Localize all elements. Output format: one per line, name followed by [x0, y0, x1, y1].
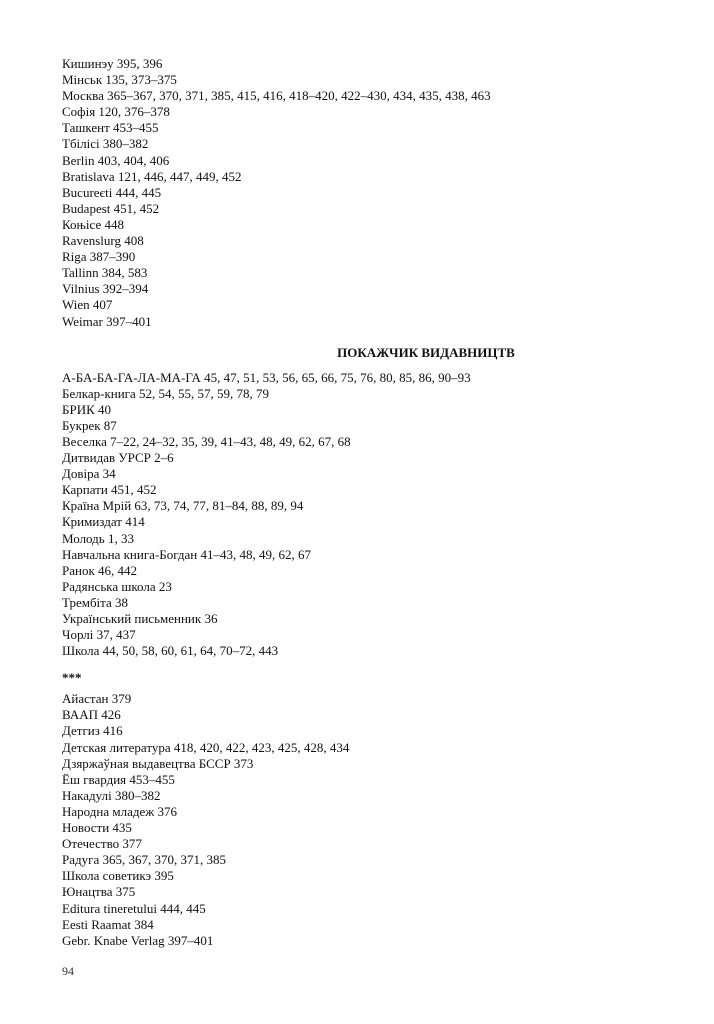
foreign-publisher-index-list — [62, 691, 662, 949]
publisher-entry: Навчальна книга-Богдан 41–43, 48, 49, 62, 67 — [62, 546, 312, 562]
publisher-entry: Белкар-книга 52, 54, 55, 57, 59, 78, 79 — [62, 385, 270, 401]
publisher-index-list — [62, 370, 662, 660]
foreign-publisher-entry: Детская литература 418, 420, 422, 423, 425, 428, 434 — [62, 739, 350, 755]
foreign-publisher-entry: Editura tineretului 444, 445 — [62, 900, 206, 916]
publisher-entry: Букрек 87 — [62, 417, 117, 433]
city-entry: Ravenslurg 408 — [62, 233, 144, 249]
city-entry: Софія 120, 376–378 — [62, 104, 170, 120]
page-number: 94 — [62, 964, 74, 978]
foreign-publisher-entry: Отечество 377 — [62, 836, 142, 852]
city-entry: Weimar 397–401 — [62, 313, 152, 329]
publisher-entry: Карпати 451, 452 — [62, 482, 157, 498]
publisher-entry: Ранок 46, 442 — [62, 562, 138, 578]
city-entry: Москва 365–367, 370, 371, 385, 415, 416, 418–420, 422–430, 434, 435, 438, 463 — [62, 88, 491, 104]
publisher-entry: БРИК 40 — [62, 401, 112, 417]
city-entry: Tallinn 384, 583 — [62, 265, 148, 281]
city-entry: Wien 407 — [62, 297, 113, 313]
city-entry: Bratislava 121, 446, 447, 449, 452 — [62, 168, 242, 184]
city-entry: Budapest 451, 452 — [62, 200, 160, 216]
publisher-entry: Країна Мрій 63, 73, 74, 77, 81–84, 88, 89, 94 — [62, 498, 304, 514]
foreign-publisher-entry: Gebr. Knabe Verlag 397–401 — [62, 932, 214, 948]
city-entry: Bucureєti 444, 445 — [62, 184, 162, 200]
city-entry: Мінськ 135, 373–375 — [62, 72, 177, 88]
foreign-publisher-entry: Радуга 365, 367, 370, 371, 385 — [62, 852, 226, 868]
index-page — [62, 56, 662, 949]
foreign-publisher-entry: Накадулі 380–382 — [62, 787, 161, 803]
city-entry: Кишинэу 395, 396 — [62, 56, 163, 71]
foreign-publisher-entry: ВААП 426 — [62, 707, 121, 723]
city-entry: Riga 387–390 — [62, 249, 136, 265]
city-entry: Berlin 403, 404, 406 — [62, 152, 170, 168]
publisher-entry: Чорлі 37, 437 — [62, 627, 136, 643]
publisher-entry: Трембіта 38 — [62, 594, 129, 610]
foreign-publisher-entry: Новости 435 — [62, 820, 132, 836]
city-entry: Тбілісі 380–382 — [62, 136, 149, 152]
city-index-list — [62, 56, 662, 330]
publisher-entry: Веселка 7–22, 24–32, 35, 39, 41–43, 48, 49, 62, 67, 68 — [62, 433, 351, 449]
publisher-entry: Молодь 1, 33 — [62, 530, 134, 546]
foreign-publisher-entry: Юнацтва 375 — [62, 884, 136, 900]
publisher-entry: Дитвидав УРСР 2–6 — [62, 450, 174, 466]
publisher-entry: Довіра 34 — [62, 466, 116, 482]
publisher-entry: Школа 44, 50, 58, 60, 61, 64, 70–72, 443 — [62, 643, 279, 659]
foreign-publisher-entry: Айастан 379 — [62, 691, 132, 707]
foreign-publisher-entry: Дзяржаўная выдавецтва БССР 373 — [62, 755, 254, 771]
city-entry: Ташкент 453–455 — [62, 120, 159, 136]
publisher-entry: Радянська школа 23 — [62, 578, 172, 594]
publisher-entry: Кримиздат 414 — [62, 514, 145, 530]
publisher-entry: А-БА-БА-ГА-ЛА-МА-ГА 45, 47, 51, 53, 56, 65, 66, 75, 76, 80, 85, 86, 90–93 — [62, 369, 471, 385]
city-entry: Коњісе 448 — [62, 216, 124, 232]
city-entry: Vilnius 392–394 — [62, 281, 149, 297]
foreign-publisher-entry: Народна младеж 376 — [62, 803, 177, 819]
publisher-entry: Український письменник 36 — [62, 611, 218, 626]
foreign-publisher-entry: Школа советикэ 395 — [62, 868, 174, 884]
foreign-publisher-entry: Детгиз 416 — [62, 723, 123, 739]
foreign-publisher-entry: Eesti Raamat 384 — [62, 916, 154, 932]
publishers-index-heading: ПОКАЖЧИК ВИДАВНИЦТВ — [337, 344, 515, 360]
section-separator: *** — [62, 670, 82, 686]
foreign-publisher-entry: Ёш гвардия 453–455 — [62, 771, 175, 787]
